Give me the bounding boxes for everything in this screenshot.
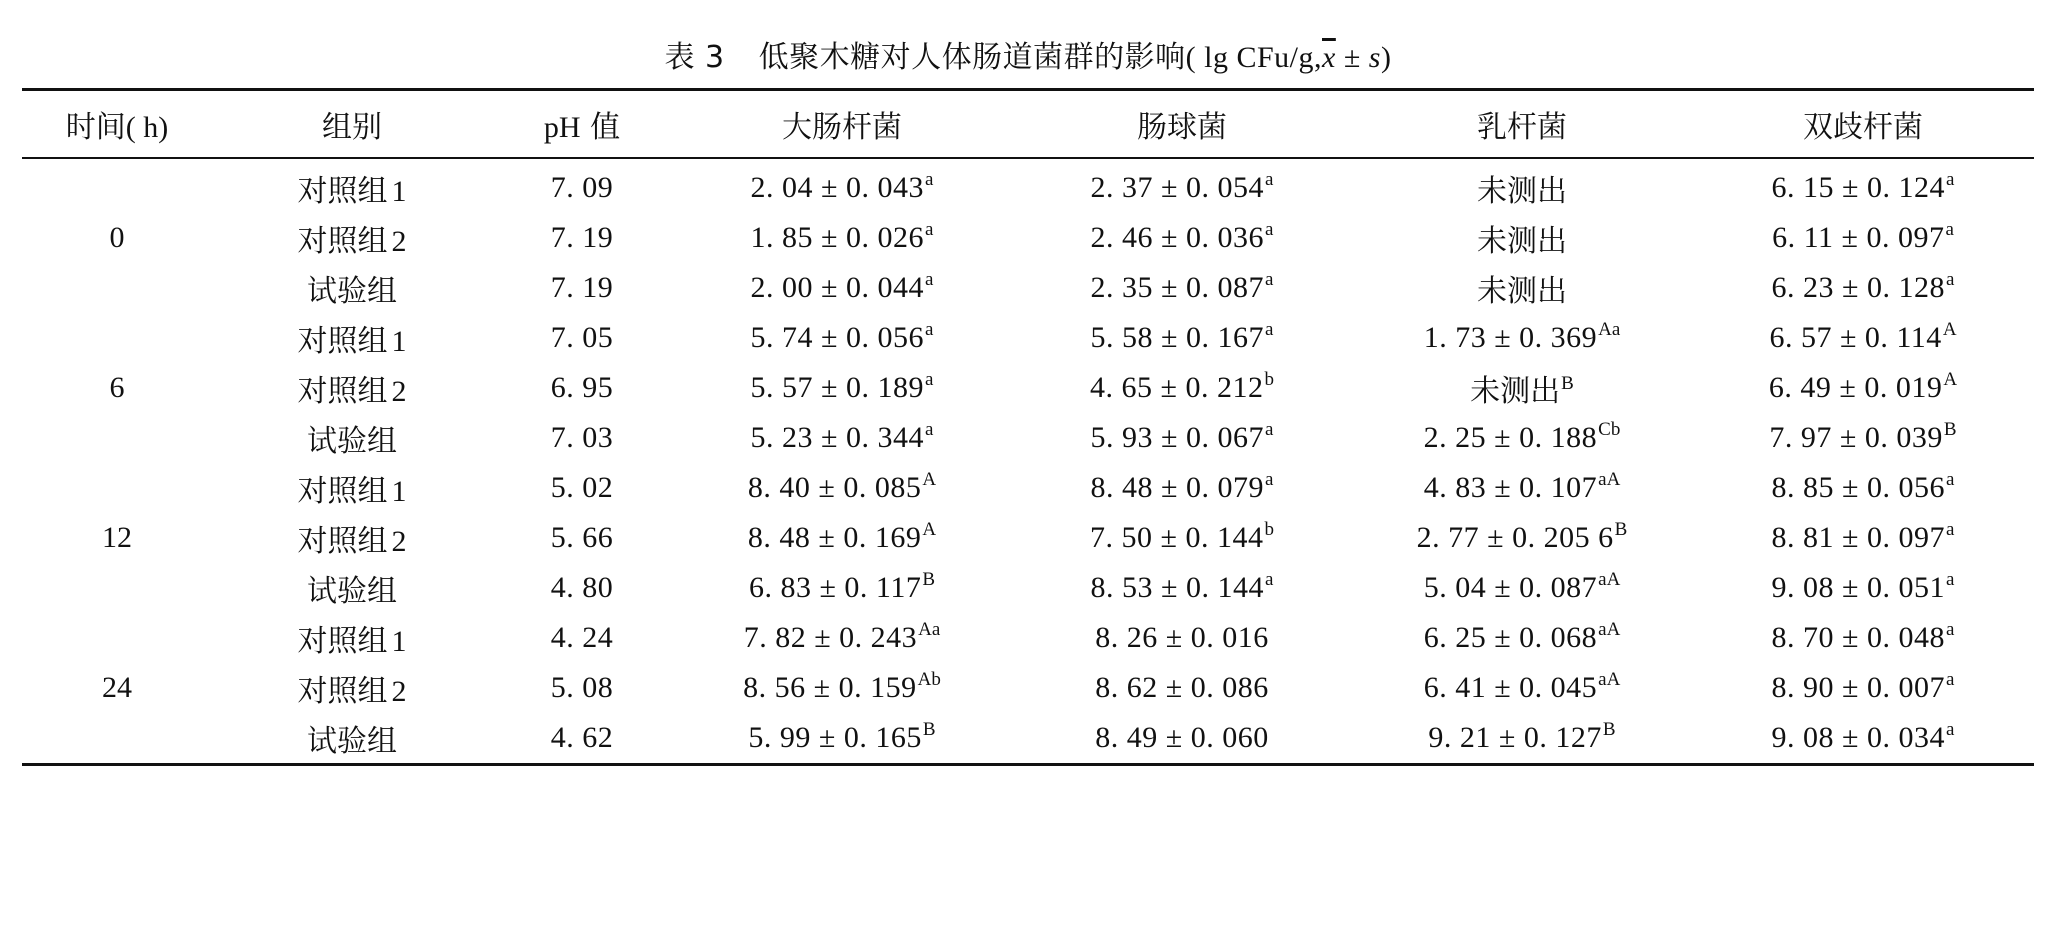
bifidobacterium-cell-value: 8. 85 ± 0. 056	[1771, 471, 1946, 504]
bifidobacterium-cell	[1692, 213, 2034, 263]
group-label: 对照组	[297, 674, 388, 709]
lactobacillus-cell-value: 1. 73 ± 0. 369	[1423, 321, 1598, 354]
bifidobacterium-cell	[1692, 663, 2034, 713]
enterococcus-cell-value: 2. 37 ± 0. 054	[1090, 171, 1265, 204]
lactobacillus-cell	[1352, 563, 1692, 613]
table-row	[22, 463, 2034, 513]
header-time-unit: ( h)	[125, 111, 169, 144]
header-group: 组别	[212, 90, 492, 159]
data-table	[22, 88, 2034, 766]
ecoli-cell-value: 5. 99 ± 0. 165	[748, 721, 922, 754]
ecoli-cell-value: 7. 82 ± 0. 243	[743, 621, 918, 654]
group-cell	[212, 263, 492, 313]
ecoli-cell	[672, 613, 1012, 663]
caption-close: )	[1380, 41, 1392, 74]
enterococcus-cell-value: 8. 53 ± 0. 144	[1090, 571, 1265, 604]
enterococcus-cell	[1012, 363, 1352, 413]
enterococcus-cell	[1012, 663, 1352, 713]
header-ph-cn: 值	[580, 110, 621, 145]
header-bifidobacterium: 双歧杆菌	[1692, 90, 2034, 159]
ecoli-cell	[672, 213, 1012, 263]
significance-mark: a	[925, 369, 934, 390]
significance-mark: a	[925, 169, 934, 190]
caption-number: 表 3	[664, 40, 725, 75]
bifidobacterium-cell-value: 6. 49 ± 0. 019	[1768, 371, 1943, 404]
lactobacillus-cell	[1352, 613, 1692, 663]
ecoli-cell-value: 6. 83 ± 0. 117	[748, 571, 922, 604]
lactobacillus-cell-value: 未测出	[1477, 224, 1567, 259]
enterococcus-cell-value: 8. 49 ± 0. 060	[1095, 721, 1269, 754]
table-row	[22, 363, 2034, 413]
group-label: 对照组	[297, 374, 388, 409]
enterococcus-cell	[1012, 158, 1352, 213]
header-ph	[492, 90, 672, 159]
lactobacillus-cell-value: 9. 21 ± 0. 127	[1428, 721, 1602, 754]
group-cell	[212, 363, 492, 413]
enterococcus-cell-value: 7. 50 ± 0. 144	[1090, 521, 1264, 554]
enterococcus-cell-value: 8. 26 ± 0. 016	[1095, 621, 1269, 654]
ecoli-cell-value: 5. 57 ± 0. 189	[750, 371, 925, 404]
header-ph-latin: pH	[543, 111, 581, 144]
caption-unit	[1186, 41, 1392, 74]
significance-mark: a	[1265, 319, 1274, 340]
significance-mark: aA	[1598, 569, 1621, 590]
ph-cell: 5. 66	[550, 521, 614, 554]
enterococcus-cell	[1012, 513, 1352, 563]
lactobacillus-cell	[1352, 363, 1692, 413]
significance-mark: B	[1943, 419, 1957, 440]
ecoli-cell	[672, 263, 1012, 313]
ecoli-cell	[672, 413, 1012, 463]
enterococcus-cell	[1012, 413, 1352, 463]
table-row	[22, 158, 2034, 213]
caption-mean-symbol: $\overline{x}$	[1322, 41, 1336, 74]
significance-mark: A	[1943, 369, 1958, 390]
time-cell: 6	[109, 371, 125, 404]
lactobacillus-cell	[1352, 158, 1692, 213]
enterococcus-cell-value: 5. 58 ± 0. 167	[1090, 321, 1265, 354]
significance-mark: a	[1946, 469, 1955, 490]
significance-mark: Aa	[918, 619, 941, 640]
enterococcus-cell-value: 8. 62 ± 0. 086	[1095, 671, 1269, 704]
time-cell: 12	[102, 521, 132, 554]
table-row	[22, 713, 2034, 765]
significance-mark: aA	[1598, 669, 1621, 690]
significance-mark: Aa	[1598, 319, 1621, 340]
ecoli-cell-value: 5. 23 ± 0. 344	[750, 421, 925, 454]
bifidobacterium-cell	[1692, 413, 2034, 463]
bifidobacterium-cell-value: 8. 90 ± 0. 007	[1771, 671, 1946, 704]
group-label: 对照组	[297, 224, 388, 259]
group-cell	[212, 513, 492, 563]
lactobacillus-cell-value: 4. 83 ± 0. 107	[1423, 471, 1598, 504]
bifidobacterium-cell	[1692, 613, 2034, 663]
header-enterococcus: 肠球菌	[1012, 90, 1352, 159]
enterococcus-cell-value: 2. 35 ± 0. 087	[1090, 271, 1265, 304]
lactobacillus-cell-value: 6. 41 ± 0. 045	[1423, 671, 1598, 704]
caption-sd-symbol: s	[1368, 41, 1381, 74]
ph-cell: 7. 05	[550, 321, 614, 354]
group-number: 1	[391, 175, 407, 208]
group-label: 对照组	[297, 474, 388, 509]
ph-cell: 4. 62	[550, 721, 614, 754]
group-number: 1	[391, 325, 407, 358]
table-row	[22, 313, 2034, 363]
table-row	[22, 613, 2034, 663]
significance-mark: B	[1614, 519, 1628, 540]
lactobacillus-cell	[1352, 513, 1692, 563]
group-label: 试验组	[307, 574, 397, 609]
significance-mark: a	[925, 319, 934, 340]
group-label: 试验组	[307, 274, 397, 309]
header-row	[22, 90, 2034, 159]
table-row	[22, 563, 2034, 613]
significance-mark: a	[1946, 169, 1955, 190]
significance-mark: B	[1602, 719, 1616, 740]
ph-cell: 4. 24	[550, 621, 614, 654]
caption-unit-text: ( lg CFu/g,	[1185, 41, 1322, 74]
group-cell	[212, 663, 492, 713]
time-cell: 0	[109, 221, 125, 254]
significance-mark: a	[1265, 419, 1274, 440]
enterococcus-cell-value: 8. 48 ± 0. 079	[1090, 471, 1265, 504]
enterococcus-cell	[1012, 463, 1352, 513]
group-number: 1	[391, 475, 407, 508]
group-cell	[212, 463, 492, 513]
enterococcus-cell-value: 4. 65 ± 0. 212	[1090, 371, 1264, 404]
ecoli-cell	[672, 313, 1012, 363]
lactobacillus-cell	[1352, 213, 1692, 263]
ph-cell: 5. 02	[550, 471, 614, 504]
enterococcus-cell	[1012, 613, 1352, 663]
group-cell	[212, 413, 492, 463]
table-row	[22, 213, 2034, 263]
caption-pm: ±	[1335, 41, 1369, 74]
enterococcus-cell	[1012, 313, 1352, 363]
group-number: 2	[391, 225, 407, 258]
ecoli-cell-value: 2. 00 ± 0. 044	[750, 271, 925, 304]
group-cell	[212, 213, 492, 263]
group-number: 2	[391, 375, 407, 408]
significance-mark: Cb	[1598, 419, 1621, 440]
ecoli-cell	[672, 663, 1012, 713]
lactobacillus-cell-value: 未测出	[1470, 374, 1561, 409]
bifidobacterium-cell-value: 6. 57 ± 0. 114	[1769, 321, 1942, 354]
bifidobacterium-cell-value: 6. 11 ± 0. 097	[1772, 221, 1945, 254]
ecoli-cell-value: 8. 56 ± 0. 159	[743, 671, 917, 704]
lactobacillus-cell	[1352, 263, 1692, 313]
lactobacillus-cell-value: 2. 77 ± 0. 205 6	[1416, 521, 1614, 554]
significance-mark: a	[1946, 669, 1955, 690]
ecoli-cell	[672, 563, 1012, 613]
ecoli-cell-value: 8. 48 ± 0. 169	[747, 521, 922, 554]
significance-mark: a	[1946, 619, 1955, 640]
group-cell	[212, 313, 492, 363]
bifidobacterium-cell	[1692, 313, 2034, 363]
group-label: 对照组	[297, 324, 388, 359]
group-label: 对照组	[297, 624, 388, 659]
lactobacillus-cell-value: 6. 25 ± 0. 068	[1423, 621, 1598, 654]
significance-mark: Ab	[917, 669, 941, 690]
bifidobacterium-cell	[1692, 363, 2034, 413]
lactobacillus-cell	[1352, 663, 1692, 713]
significance-mark: a	[925, 269, 934, 290]
enterococcus-cell	[1012, 713, 1352, 765]
significance-mark: a	[925, 219, 934, 240]
group-cell	[212, 613, 492, 663]
significance-mark: B	[922, 569, 936, 590]
bifidobacterium-cell-value: 9. 08 ± 0. 051	[1771, 571, 1946, 604]
bifidobacterium-cell-value: 6. 23 ± 0. 128	[1771, 271, 1946, 304]
lactobacillus-cell-value: 2. 25 ± 0. 188	[1423, 421, 1598, 454]
lactobacillus-cell-value: 未测出	[1477, 174, 1567, 209]
header-lactobacillus: 乳杆菌	[1352, 90, 1692, 159]
ecoli-cell	[672, 463, 1012, 513]
lactobacillus-cell-value: 5. 04 ± 0. 087	[1423, 571, 1598, 604]
bifidobacterium-cell	[1692, 158, 2034, 213]
ecoli-cell	[672, 513, 1012, 563]
group-number: 2	[391, 525, 407, 558]
enterococcus-cell	[1012, 263, 1352, 313]
bifidobacterium-cell	[1692, 263, 2034, 313]
table-row	[22, 263, 2034, 313]
ecoli-cell	[672, 158, 1012, 213]
group-label: 试验组	[307, 424, 397, 459]
ph-cell: 7. 03	[550, 421, 614, 454]
group-number: 1	[391, 625, 407, 658]
significance-mark: A	[1942, 319, 1957, 340]
ecoli-cell-value: 8. 40 ± 0. 085	[747, 471, 922, 504]
bifidobacterium-cell	[1692, 563, 2034, 613]
significance-mark: a	[1265, 169, 1274, 190]
significance-mark: B	[922, 719, 936, 740]
significance-mark: aA	[1598, 469, 1621, 490]
group-label: 对照组	[297, 524, 388, 559]
table-row	[22, 413, 2034, 463]
significance-mark: a	[1265, 269, 1274, 290]
group-label: 对照组	[297, 174, 388, 209]
bifidobacterium-cell-value: 9. 08 ± 0. 034	[1771, 721, 1946, 754]
table-container	[22, 28, 2034, 766]
group-cell	[212, 713, 492, 765]
significance-mark: a	[1945, 219, 1954, 240]
table-row	[22, 513, 2034, 563]
lactobacillus-cell-value: 未测出	[1477, 274, 1567, 309]
table-body	[22, 158, 2034, 765]
header-time-label: 时间	[65, 110, 126, 145]
lactobacillus-cell	[1352, 713, 1692, 765]
significance-mark: A	[922, 519, 937, 540]
time-cell: 24	[102, 671, 132, 704]
ph-cell: 4. 80	[550, 571, 614, 604]
bifidobacterium-cell	[1692, 463, 2034, 513]
group-number: 2	[391, 675, 407, 708]
ph-cell: 7. 09	[550, 171, 614, 204]
bifidobacterium-cell-value: 6. 15 ± 0. 124	[1771, 171, 1946, 204]
table-row	[22, 663, 2034, 713]
ph-cell: 7. 19	[550, 271, 614, 304]
lactobacillus-cell	[1352, 313, 1692, 363]
lactobacillus-cell	[1352, 463, 1692, 513]
header-ecoli: 大肠杆菌	[672, 90, 1012, 159]
table-caption	[22, 28, 2034, 88]
significance-mark: a	[1265, 219, 1274, 240]
significance-mark: a	[925, 419, 934, 440]
ecoli-cell	[672, 713, 1012, 765]
ph-cell: 7. 19	[550, 221, 614, 254]
group-cell	[212, 563, 492, 613]
ecoli-cell-value: 5. 74 ± 0. 056	[750, 321, 925, 354]
enterococcus-cell-value: 5. 93 ± 0. 067	[1090, 421, 1265, 454]
ph-cell: 5. 08	[550, 671, 614, 704]
significance-mark: a	[1946, 719, 1955, 740]
significance-mark: A	[922, 469, 937, 490]
bifidobacterium-cell-value: 7. 97 ± 0. 039	[1769, 421, 1943, 454]
significance-mark: B	[1561, 373, 1574, 394]
lactobacillus-cell	[1352, 413, 1692, 463]
significance-mark: a	[1946, 519, 1955, 540]
bifidobacterium-cell	[1692, 513, 2034, 563]
significance-mark: a	[1265, 469, 1274, 490]
enterococcus-cell	[1012, 213, 1352, 263]
ecoli-cell	[672, 363, 1012, 413]
enterococcus-cell	[1012, 563, 1352, 613]
significance-mark: a	[1946, 569, 1955, 590]
group-cell	[212, 158, 492, 213]
enterococcus-cell-value: 2. 46 ± 0. 036	[1090, 221, 1265, 254]
significance-mark: a	[1265, 569, 1274, 590]
significance-mark: b	[1264, 519, 1274, 540]
bifidobacterium-cell-value: 8. 81 ± 0. 097	[1771, 521, 1946, 554]
significance-mark: a	[1946, 269, 1955, 290]
ecoli-cell-value: 1. 85 ± 0. 026	[750, 221, 925, 254]
caption-title: 低聚木糖对人体肠道菌群的影响	[758, 40, 1186, 75]
significance-mark: aA	[1598, 619, 1621, 640]
bifidobacterium-cell-value: 8. 70 ± 0. 048	[1771, 621, 1946, 654]
ecoli-cell-value: 2. 04 ± 0. 043	[750, 171, 925, 204]
bifidobacterium-cell	[1692, 713, 2034, 765]
header-time	[22, 90, 212, 159]
significance-mark: b	[1264, 369, 1274, 390]
group-label: 试验组	[307, 724, 397, 759]
ph-cell: 6. 95	[550, 371, 614, 404]
